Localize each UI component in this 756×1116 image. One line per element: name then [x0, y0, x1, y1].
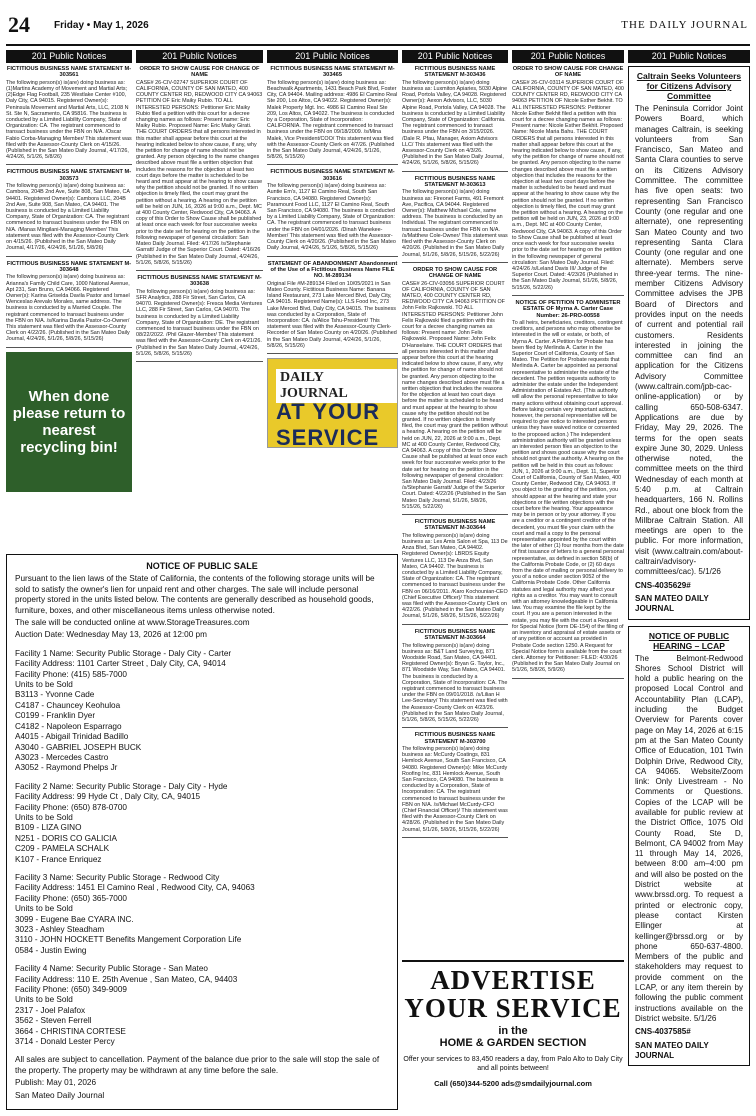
notice-column-4 [402, 50, 508, 956]
unit-item: C0199 - Franklin Dyer [15, 711, 96, 721]
sale-footer [15, 1055, 389, 1101]
notice-column-3 [267, 50, 398, 550]
unit-item: C4182 - Napoleon Esparrago [15, 721, 122, 731]
ad-headline-2: YOUR SERVICE [404, 993, 622, 1023]
notice-title: NOTICE OF PETITION TO ADMINISTER ESTATE OF Myrna A. Carter Case Number: 26-PRO-00558 [515, 299, 621, 319]
legal-notice [6, 66, 132, 165]
notice-body: The following person(s) is(are) doing business as: B&T Land Surveying, 871 Woodside Road, San Mateo, CA 94401. Registered Owner(s): Bryan G. Taylor, Inc., 871 Woodside Way, San Mateo, CA 94401. The business is conducted by a Corporation, State of Incorporation: CA. The registrant commenced to transact business under the FBN on 09/01/2018. /s/Lilian H Lee-Secretary/ This statement was filed with the Assessor-County Clerk on 4/23/26. (Published in the San Mateo Daily Journal, 5/1/26, 5/8/26, 5/15/26, 5/22/26) [402, 642, 508, 723]
notice-paper: SAN MATEO DAILY JOURNAL [635, 593, 709, 614]
unit-item: B3113 - Yvonne Cade [15, 690, 95, 700]
auction-date: Auction Date: Wednesday May 13, 2026 at 12:00 pm [15, 630, 207, 640]
unit-item: 3099 - Eugene Bae CYARA INC. [15, 914, 134, 924]
facility-phone: Facility Phone: (415) 585-7000 [15, 669, 127, 679]
notice-body: CASE# 26-CIV-02747 SUPERIOR COURT OF CALIFORNIA, COUNTY OF SAN MATEO, 400 COUNTY CENTER RD, REDWOOD CITY CA 94063 PETITION OF Eric Maiky Rubio. TO ALL INTERESTED PERSONS: Petitioner Eric Maiky Rubio filed a petition with this court for a decree changing names as follows: Present name: Eric Maiky Rubio. Proposed Name: Eric Maiky Girati. THE COURT ORDERS that all persons interested in this matter shall appear before this court at the hearing indicated below to show cause, if any, why the petition for change of name should not be granted. Any person objecting to the name changes described above must file a written objection that includes the reasons for the objection at least two court days before the matter is scheduled to be heard and must appear at the hearing to show cause why the petition should not be granted. If no written objection is timely filed, the court may grant the petition without a hearing. A hearing on the petition will be held on JUN, 16, 2026 at 9:00 a.m., Dept. MC at 400 County Center, Redwood City, CA 94063. A copy of this Order to Show Cause shall be published at least once each week for four successive weeks prior to the date set for hearing on the petition in the following newspaper of general circulation: San Mateo Daily Journal. Filed: 4/17/26 /s/Stephanie Garratt/ Judge of the Superior Court. Dated: 4/16/26 (Published in the San Mateo Daily Journal, 4/24/26, 5/1/26, 5/8/26, 5/15/26) [136, 79, 263, 266]
notice-title: NOTICE OF PUBLIC HEARING – LCAP [648, 630, 730, 651]
facility-phone: Facility Phone: (650) 349-9009 [15, 985, 127, 995]
unit-item: K107 - France Enriquez [15, 854, 102, 864]
notice-body: The following person(s) is(are) doing business as: SFR Analytics, 288 Fir Street, San Carlos, CA 94070. Registered Owner(s): Fresca Media Ventures LLC, 288 Fir Street, San Carlos, CA 94070. The business is conducted by a Limited Liability Company, State of Organization: DE. The registrant commenced to transact business under the FBN on 08/22/2022. /Phil Glazer-Member/ This statement was filed with the Assessor-County Clerk on 4/21/26. (Published in the San Mateo Daily Journal, 4/24/26, 5/1/26, 5/8/26, 5/15/26) [136, 288, 263, 357]
caltrain-notice [628, 66, 750, 620]
notice-title: FICTITIOUS BUSINESS NAME STATEMENT M-303700 [414, 732, 496, 745]
facility-name: Facility 1 Name: Security Public Storage - Daly City - Carter [15, 648, 232, 658]
unit-item: N251 - DORIS CO GALICIA [15, 833, 117, 843]
sale-intro: Pursuant to the lien laws of the State of California, the contents of the following storage units will be sold to satisfy the owner's lien for unpaid rent and other charges. The sale will include personal property stored in the units listed below. The contents are generally described as household goods, furniture, boxes, and other miscellaneous items unless otherwise noted. [15, 574, 375, 615]
units-label: Units to be Sold [15, 995, 73, 1005]
notice-title: FICTITIOUS BUSINESS NAME STATEMENT M-303561 [6, 66, 132, 79]
facility-block [15, 873, 389, 956]
notice-title: FICTITIOUS BUSINESS NAME STATEMENT M-303648 [6, 260, 132, 273]
legal-notice [512, 66, 624, 296]
notice-title: ORDER TO SHOW CAUSE FOR CHANGE OF NAME [512, 66, 624, 79]
notice-body: Original File #M-289134 Filed on 10/05/2021 in San Mateo County. Fictitious Business Name: Banana Island Restaurant, 273 Lake Merced Blvd, Daly City, CA 94015. Registered Name(s): LLS Food Inc, 273 Lake Merced Blvd, Daly City, CA 94015. The business was conducted by a Corporation, State of Incorporation: CA. /s/Alice Tshu-President/ This statement was filed with the Assessor-County Clerk-Recorder of San Mateo County on 4/20/26. (Published in the San Mateo Daily Journal, 4/24/26, 5/1/26, 5/8/26, 5/15/26) [267, 280, 397, 349]
notice-body: To all heirs, beneficiaries, creditors, contingent creditors, and persons who may otherwise be interested in the will or estate, or both, of Myrna A. Carter. A Petition for Probate has been filed by Merlinda A. Carter in the Superior Court of California, County of San Mateo. The Petition for Probate requests that Merlinda A. Carter be appointed as personal representative to administer the estate of the decedent. The petition requests authority to administer the estate under the Independent Administration of Estates Act. (This authority will allow the personal representative to take many actions without obtaining court approval. Before taking certain very important actions, however, the personal representative will be required to give notice to interested persons unless they have waived notice or consented to the proposed action.) The independent administration authority will be granted unless an interested person files an objection to the petition and shows good cause why the court should not grant the authority. A hearing on the petition will be held in this court as follows: JUN, 1, 2026 at 9:00 a.m., Dept. 11, Superior Court of California, County of San Mateo, 400 County Center, Redwood City, CA 94063. If you object to the granting of the petition, you should appear at the hearing and state your objections or file written objections with the court before the hearing. Your appearance may be in person or by your attorney. If you are a creditor or a contingent creditor of the decedent, you must file your claim with the court and mail a copy to the personal representative appointed by the court within the later of either (1) four months from the date of first issuance of letters to a general personal representative, as defined in section 58(b) of the California Probate Code, or (2) 60 days from the date of mailing or personal delivery to you of a notice under section 9052 of the California Probate Code. Other California statutes and legal authority may affect your rights as a creditor. You may want to consult with an attorney knowledgeable in California law. You may examine the file kept by the court. If you are a person interested in the estate, you may file with the court a Request for Special Notice (form DE-154) of the filing of an inventory and appraisal of estate assets or of any petition or account as provided in Probate Code section 1250. A Request for Special Notice form is available from the court clerk. Attorney for Petitioner: FILED: 4/30/26 (Published in the San Mateo Daily Journal on 5/1/26, 5/8/26, 5/9/26) [512, 319, 624, 674]
public-sale-notice [6, 554, 398, 1110]
legal-notice [402, 267, 508, 515]
notice-title: FICTITIOUS BUSINESS NAME STATEMENT M-303644 [414, 519, 496, 532]
publication-name: San Mateo Daily Journal [15, 1090, 105, 1100]
section-header: 201 Public Notices [512, 50, 624, 63]
notice-title: FICTITIOUS BUSINESS NAME STATEMENT M-303573 [6, 169, 132, 182]
section-header: 201 Public Notices [628, 50, 750, 63]
notice-body: CASE# 26-CIV-03056 SUPERIOR COURT OF CALIFORNIA, COUNTY OF SAN MATEO, 400 COUNTY CENTER RD, REDWOOD CITY CA 94063 PETITION OF John Felix Rajkowski. TO ALL INTERESTED PERSONS: Petitioner John Felix Rajkowski filed a petition with this court for a decree changing names as follows: Present name: John Felix Rajkowski. Proposed Name: John Felix D'Hanselaire. THE COURT ORDERS that all persons interested in this matter shall appear before this court at the hearing indicated below to show cause, if any, why the petition for change of name should not be granted. Any person objecting to the name changes described above must file a written objection that includes the reasons for the objection at least two court days before the matter is scheduled to be heard and must appear at the hearing to show cause why the petition should not be granted. If no written objection is timely filed, the court may grant the petition without a hearing. A hearing on the petition will be held on JUN, 22, 2026 at 9:00 a.m., Dept. MC at 400 County Center, Redwood City, CA 94063. A copy of this Order to Show Cause shall be published at least once each week for four successive weeks prior to the date set for hearing on the petition in the following newspaper of general circulation: San Mateo Daily Journal. Filed: 4/23/26 /s/Stephanie Garratt/ Judge of the Superior Court. Dated: 4/22/26 (Published in the San Mateo Daily Journal, 5/1/26, 5/8/26, 5/15/26, 5/22/26) [402, 280, 508, 510]
facility-block [15, 649, 389, 774]
facility-phone: Facility Phone: (650) 365-7000 [15, 893, 127, 903]
notice-code: CNS-4037585# [635, 1027, 691, 1037]
unit-item: B109 - LIZA GINO [15, 823, 82, 833]
unit-item: A3040 - GABRIEL JOSEPH BUCK [15, 742, 142, 752]
daily-journal-service-ad [267, 358, 398, 448]
notice-title: FICTITIOUS BUSINESS NAME STATEMENT M-303436 [414, 66, 496, 79]
unit-item: C209 - PAMELA SCHALK [15, 844, 110, 854]
legal-notice [267, 169, 398, 256]
issue-date: Friday • May 1, 2026 [54, 20, 149, 31]
facility-name: Facility 3 Name: Security Public Storage - Redwood City [15, 872, 220, 882]
legal-notice [512, 300, 624, 679]
ad-headline: AT YOUR SERVICE [276, 398, 380, 450]
facility-address: Facility Address: 1451 El Camino Real , Redwood City, CA, 94063 [15, 883, 255, 893]
notice-column-6 [628, 50, 750, 1110]
page-number: 24 [8, 12, 30, 37]
facility-address: Facility Address: 99 Hyde Ct , Daly City, CA, 94015 [15, 792, 201, 802]
unit-item: A3023 - Mercedes Castro [15, 752, 109, 762]
sale-terms: All sales are subject to cancellation. Payment of the balance due prior to the sale will stop the sale of the property. The property may be withdrawn at any time before the sale. [15, 1055, 380, 1075]
facility-phone: Facility Phone: (650) 878-0700 [15, 802, 127, 812]
unit-item: 2317 - Joel Palafox [15, 1005, 86, 1015]
notice-title: FICTITIOUS BUSINESS NAME STATEMENT M-303613 [414, 175, 496, 189]
unit-item: 3110 - JOHN HOCKETT Benefits Mangement Corporation Life [15, 935, 242, 945]
notice-column-5 [512, 50, 624, 956]
notice-title: FICTITIOUS BUSINESS NAME STATEMENT M-303465 [270, 66, 395, 79]
notice-title: FICTITIOUS BUSINESS NAME STATEMENT M-303664 [414, 628, 496, 642]
notice-body: The following person(s) is(are) doing business as: Cambora, 204B 2nd Ave, Suite 808, San Mateo, CA 94401. Registered Owner(s): Cambora LLC, 204B 2nd Ave, Suite 908, San Mateo, CA 94401. The business is conducted by a Limited Liability Company, State of Organization: CA. The registrant commenced to transact business under the FBN on N/A. /Manas Mingilani-Managing Member/ This statement was filed with the Assessor-County Clerk on 4/15/26. (Published in the San Mateo Daily Journal, 4/17/26, 4/24/26, 5/1/26, 5/8/26) [6, 183, 130, 252]
ad-masthead: DAILY JOURNAL [276, 369, 397, 403]
notice-body: The following person(s) is(are) doing business as: Les Amis Salon et Spa, 113 De Anza Blvd, San Mateo, CA 94402. Registered Owner(s): LBRDS Equity Ventures LLC, 113 De Anza Blvd, San Mateo, CA 94402. The business is conducted by a Limited Liability Company, State of Organization: CA. The registrant commenced to transact business under the FBN on 06/16/2011. /Karo Kochounian-CEO (Chief Executive Officer)/ This statement was filed with the Assessor-County Clerk on 4/22/26. (Published in the San Mateo Daily Journal, 5/1/26, 5/8/26, 5/15/26, 5/22/26) [402, 532, 508, 620]
notice-code: CNS-4035629# [635, 580, 691, 590]
recycle-ad [6, 352, 132, 492]
unit-item: 3714 - Donald Lester Percy [15, 1037, 115, 1047]
section-header: 201 Public Notices [267, 50, 398, 63]
notice-column-2 [136, 50, 263, 550]
ad-copy: Offer your services to 83,450 readers a day, from Palo Alto to Daly City and all points between! [403, 1056, 623, 1072]
sale-online: The sale will be conducted online at www.StorageTreasures.com [15, 618, 250, 628]
notice-title: NOTICE OF PUBLIC SALE [146, 561, 258, 571]
facility-block [15, 964, 389, 1047]
notice-body: The following person(s) is(are) doing business as: (1)Martins Academy of Movement and Martial Arts; (2)Edge Flag Football, 235 Westlake Center #100, Daly City, CA 94015. Registered Owner(s): Peninsula Movement and Martial Arts, LLC, 2108 N St. Ste N, Sacramento, CA 95816. The business is conducted by a Limited Liability Company, State of Organization: CA. The registrant commenced to transact business under the FBN on N/A. /Oscar Fabio Corba-Managing Member/ This statement was filed with the Assessor-County Clerk on 4/15/26. (Published in the San Mateo Daily Journal, 4/17/26, 4/24/26, 5/1/26, 5/8/26) [6, 79, 132, 161]
notice-body: The following person(s) is(are) doing business as: Arianna's Family Child Care, 1000 National Avenue, Apt 231, San Bruno, CA 94066. Registered Owner(s): Karina Griselda Davila Pastor and Ismael Wenceslao Arevalo Morales, same address. The business is conducted by a Married Couple. The registrant commenced to transact business under the FBN on N/A. /s/Karina Davila Pastor-Co-Owner/ This statement was filed with the Assessor-County Clerk on 4/22/26. (Published in the San Mateo Daily Journal, 4/24/26, 5/1/26, 5/8/26, 5/15/26) [6, 274, 130, 343]
section-header: 201 Public Notices [6, 50, 132, 63]
notice-body: The following person(s) is(are) doing business as: Auntie Em's, 1127 El Camino Real, South San Francisco, CA 94080. Registered Owner(s): Paramount Food LLC, 1127 El Camino Real, South San Francisco, CA 94080. The business is conducted by a Limited Liability Company, State of Organization: CA. The registrant commenced to transact business under the FBN on 04/01/2026. /Dinah Wanekee-Member/ This statement was filed with the Assessor-County Clerk on 4/20/26. (Published in the San Mateo Daily Journal, 4/24/26, 5/1/26, 5/8/26, 5/15/26) [267, 183, 396, 252]
facility-address: Facility Address: 110 E. 25th Avenue , San Mateo, CA, 94403 [15, 974, 238, 984]
units-label: Units to be Sold [15, 680, 73, 690]
unit-item: 0584 - Justin Ewing [15, 945, 87, 955]
notice-body: The Belmont-Redwood Shores School District will hold a public hearing on the proposed Local Control and Accountability Plan (LCAP), including the Budget Overview for Parents cover page on May 14, 2026 at 6:15 pm at the San Mateo County Office of Education, 101 Twin Dolphin Drive, Redwood City, CA 94065. Website/Zoom link: Only Livestream - No Comments or Questions. Copies of the LCAP will be available for public review at the District Office, 1075 Old County Road, Ste D, Belmont, CA 94002 from May 11 through May 14, 2026, between 8:00 am–4:00 pm and will also be posted on the District website at www.brssd.org. To request a printed or electronic copy, please contact Kirsten Ellinger at kellinger@brssd.org or by phone 650-637-4800. Members of the public and stakeholders may request to provide comment on the LCAP, or any item therein by following the public comment instructions available on the District website. 5/1/26 [635, 653, 743, 1023]
notice-body: The following person(s) is(are) doing business as: Luxmiton Apiaries, 5030 Alpine Road, Portola Valley, CA 94028. Registered Owner(s): Aexon Advisors, LLC, 5030 Alpine Road, Portola Valley, CA 94028. The business is conducted by a Limited Liability Company, State of Organization: California. The registrant commenced to transact business under the FBN on 3/15/2026. /Dale R. Pfau, Manager, Axiom Advisors LLC/ This statement was filed with the Assessor-County Clerk on 4/3/26. (Published in the San Mateo Daily Journal, 4/24/26, 5/1/26, 5/8/26, 5/15/26) [402, 79, 508, 167]
notice-body: The following person(s) is(are) doing business as: Fireonet Farms, 491 Fremont Ave, Pacifica, CA 94044. Registered Owner(s): Matthew Michael Cole, same address. The business is conducted by an Individual. The registrant commenced to transact business under the FBN on N/A. /s/Matthew Cole-Owner/ This statement was filed with the Assessor-County Clerk on 4/20/26. (Published in the San Mateo Daily Journal, 5/1/26, 5/8/26, 5/15/26, 5/22/26) [402, 189, 508, 258]
ad-contact: Call (650)344-5200 ads@smdailyjournal.com [434, 1079, 592, 1088]
notice-title: Caltrain Seeks Volunteers for Citizens Advisory Committee [636, 71, 742, 101]
masthead [6, 0, 750, 46]
notice-paper: SAN MATEO DAILY JOURNAL [635, 1040, 709, 1060]
unit-item: C4187 - Chauncey Keohuloa [15, 700, 121, 710]
legal-notice [267, 261, 398, 354]
notice-title: STATEMENT OF ABANDONMENT Abandonment of the Use of a Fictitious Business Name FILE NO. M-289134 [267, 260, 398, 280]
notice-body: The Peninsula Corridor Joint Powers Board, which manages Caltrain, is seeking volunteers from San Francisco, San Mateo and Santa Clara counties to serve on its Citizens Advisory Committee. The committee has five open seats: two representing San Francisco County (one regular and one alternate), one representing San Mateo County and two representing Santa Clara County (one regular and one alternate). Members serve three-year terms. The nine-member Citizens Advisory Committee advises the JPB Board of Directors and provides input on the needs of current and potential rail customers. Residents interested in joining the committee can find an application for the Citizens Advisory Committee (www.caltrain.com/jpb-cac-online-application) or by calling 650-508-6347. Applications are due by Friday, May 29, 2026. The terms for the open seats expire June 30, 2029. Unless otherwise noted, the committee meets on the third Wednesday of each month at 5:40 p.m. at Caltrain headquarters, 166 N. Rollins Rd., about one block from the Millbrae Caltrain Station. All meetings are open to the public. For more information, visit (www.caltrain.com/about-caltrain/advisory-committees/cac). 5/1/26 [635, 104, 743, 577]
notice-title: ORDER TO SHOW CAUSE FOR CHANGE OF NAME [412, 266, 498, 280]
units-label: Units to be Sold [15, 812, 73, 822]
facility-block [15, 782, 389, 865]
unit-item: 3023 - Ashley Steadham [15, 925, 105, 934]
legal-notice [136, 275, 263, 362]
section-header: 201 Public Notices [402, 50, 508, 63]
legal-notice [6, 169, 132, 256]
ad-headline: ADVERTISE [430, 965, 596, 995]
legal-notice [136, 66, 263, 271]
ad-subhead: in the [498, 1025, 528, 1037]
unit-item: A4015 - Abigail Trinidad Badillo [15, 732, 129, 742]
legal-notice [6, 261, 132, 348]
notice-title: ORDER TO SHOW CAUSE FOR CHANGE OF NAME [139, 66, 260, 79]
legal-notice [402, 519, 508, 625]
notice-title: FICTITIOUS BUSINESS NAME STATEMENT M-303638 [137, 274, 262, 288]
legal-notice [267, 66, 398, 165]
legal-notice [402, 66, 508, 172]
unit-item: 3562 - Steven Ferrell [15, 1016, 92, 1026]
notice-column-1 [6, 50, 132, 550]
lcap-notice [628, 626, 750, 1067]
advertise-service-ad [402, 960, 624, 1110]
facility-name: Facility 4 Name: Security Public Storage - San Mateo [15, 964, 208, 974]
publish-date: Publish: May 01, 2026 [15, 1078, 97, 1088]
ad-section-name: HOME & GARDEN SECTION [439, 1037, 587, 1049]
unit-item: 3664 - CHRISTINA CORTESE [15, 1026, 126, 1036]
legal-notice [402, 732, 508, 838]
unit-item: A3052 - Raymond Phelps Jr [15, 763, 118, 773]
paper-name: THE DAILY JOURNAL [621, 19, 748, 31]
notice-body: CASE# 26-CIV-03114 SUPERIOR COURT OF CALIFORNIA, COUNTY OF SAN MATEO, 400 COUNTY CENTER RD, REDWOOD CITY CA 94063 PETITION OF Nicole Esther Bekhit. TO ALL INTERESTED PERSONS: Petitioner Nicole Esther Bekhit filed a petition with this court for a decree changing names as follows: Present name: Nicole Esther Bekhit. Proposed Name: Nicole Maria Bahu. THE COURT ORDERS that all persons interested in this matter shall appear before this court at the hearing indicated below to show cause, if any, why the petition for change of name should not be granted. Any person objecting to the name changes described above must file a written objection that includes the reasons for the objection at least two court days before the matter is scheduled to be heard and must appear at the hearing to show cause why the petition should not be granted. If no written objection is timely filed, the court may grant the petition without a hearing. A hearing on the petition will be held on JUN, 23, 2026 at 9:00 a.m., Dept. MC at 400 County Center, Redwood City, CA 94063. A copy of this Order to Show Cause shall be published at least once each week for four successive weeks prior to the date set for hearing on the petition in the following newspaper of general circulation: San Mateo Daily Journal. Filed: 4/24/26 /s/Leland Davis III/ Judge of the Superior Court. Dated: 4/23/26 (Published in the San Mateo Daily Journal, 5/1/26, 5/8/26, 5/15/26, 5/22/26) [512, 79, 624, 291]
units-label: Units to be Sold [15, 904, 73, 914]
notice-body: The following person(s) is(are) doing business as: Beachwalk Apartments, 1431 Beach Park Blvd, Foster City, CA 94404. Mailing address: 4986 El Camino Real Ste 200, Los Altos, CA 94022. Registered Owner(s): Malek Property Mgt. Inc. 4986 El Camino Real Ste 209, Los Altos, CA 94022. The business is conducted by a Corporation, State of Incorporation: CALIFORNIA. The registrant commenced to transact business under the FBN on 09/18/2009. /s/Mina Malek, Vice President/COO/ This statement was filed with the Assessor-County Clerk on 4/7/26. (Published in the San Mateo Daily Journal, 4/24/26, 5/1/26, 5/8/26, 5/15/26) [267, 79, 398, 161]
facility-name: Facility 2 Name: Security Public Storage - Daly City - Hyde [15, 781, 228, 791]
facility-address: Facility Address: 1101 Carter Street , Daly City, CA, 94014 [15, 659, 226, 669]
section-header: 201 Public Notices [136, 50, 263, 63]
notice-title: FICTITIOUS BUSINESS NAME STATEMENT M-303616 [270, 169, 395, 182]
legal-notice [402, 629, 508, 728]
notice-body: The following person(s) is(are) doing business as: McCurdy Coatings, 831 Hemlock Avenue, South San Francisco, CA 94080. Registered Owner(s): Mike McCurdy Roofing Inc, 831 Hemlock Avenue, South San Francisco, CA 94080. The business is conducted by a Corporation, State of Incorporation: CA. The registrant commenced to transact business under the FBN on N/A. /s/Michael McCurdy-CFO (Chief Financial Officer)/ This statement was filed with the Assessor-County Clerk on 4/28/26. (Published in the San Mateo Daily Journal, 5/1/26, 5/8/26, 5/15/26, 5/22/26) [402, 745, 508, 833]
legal-notice [402, 176, 508, 263]
recycle-ad-text: When done please return to nearest recycling bin! [6, 352, 132, 492]
